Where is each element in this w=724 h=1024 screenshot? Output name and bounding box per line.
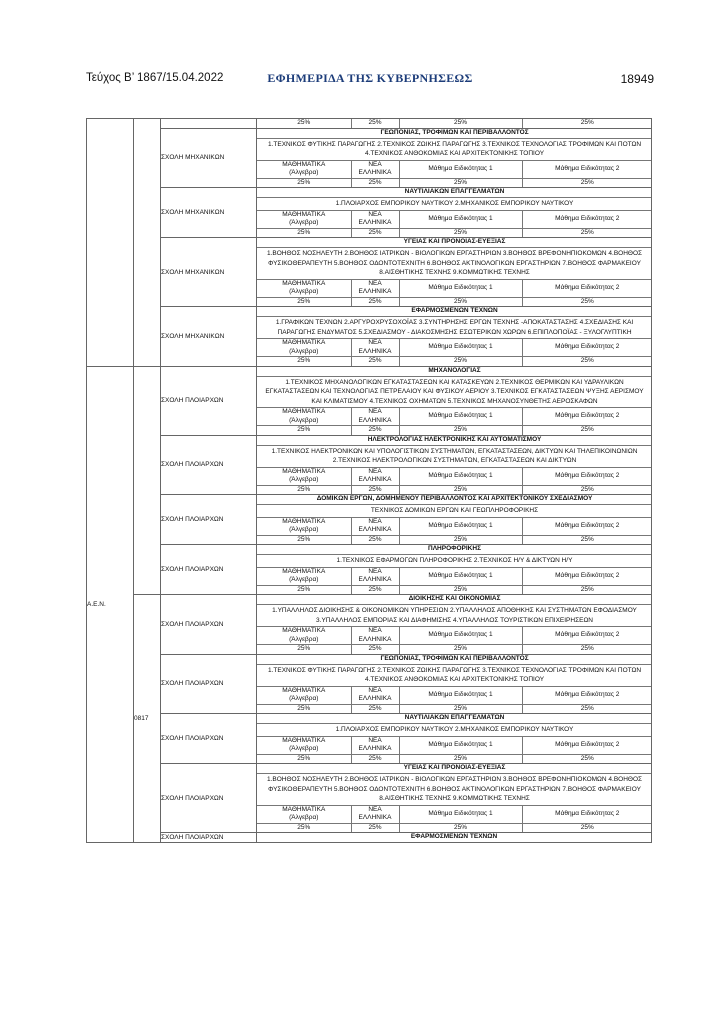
document-table-wrap <box>86 118 651 843</box>
math-header <box>257 467 351 485</box>
greek-header <box>351 408 399 426</box>
percentage-cell: 25% <box>399 485 522 494</box>
math-header <box>257 279 351 297</box>
greek-label: ΝΕΑ <box>368 339 382 346</box>
percentage-cell: 25% <box>257 645 351 654</box>
spec2-header: Μάθημα Ειδικότητας 2 <box>522 408 652 426</box>
math-label: ΜΑΘΗΜΑΤΙΚΑ <box>282 279 326 287</box>
percentage-cell: 25% <box>351 228 399 237</box>
percentage-cell: 25% <box>351 823 399 832</box>
percentage-cell: 25% <box>257 357 351 366</box>
percentage-cell: 25% <box>351 426 399 435</box>
percentage-cell: 25% <box>257 119 351 128</box>
field-block <box>257 495 652 544</box>
spec2-header: Μάθημα Ειδικότητας 2 <box>522 686 652 704</box>
field-cell <box>257 545 652 595</box>
math-sublabel: (Άλγεβρα) <box>289 169 319 176</box>
school-cell <box>161 119 257 129</box>
table-row <box>87 238 652 307</box>
greek-label: ΝΕΑ <box>368 408 382 415</box>
percentage-cell: 25% <box>351 754 399 763</box>
math-sublabel: (Άλγεβρα) <box>289 416 319 424</box>
percentage-cell: 25% <box>522 297 652 306</box>
table-row <box>87 595 652 655</box>
specialties-list: ΤΕΧΝΙΚΟΣ ΔΟΜΙΚΩΝ ΕΡΓΩΝ ΚΑΙ ΓΕΩΠΛΗΡΟΦΟΡΙΚΗΣ <box>257 505 652 518</box>
field-block <box>257 436 652 495</box>
math-sublabel: (Άλγεβρα) <box>289 476 319 483</box>
table-row <box>87 495 652 545</box>
percentage-cell: 25% <box>257 585 351 594</box>
spec2-header: Μάθημα Ειδικότητας 2 <box>522 160 652 178</box>
percentage-cell: 25% <box>399 823 522 832</box>
math-label: ΜΑΘΗΜΑΤΙΚΑ <box>282 686 326 694</box>
greek-sublabel: ΕΛΛΗΝΙΚΑ <box>358 347 392 355</box>
spec2-header: Μάθημα Ειδικότητας 2 <box>522 805 652 823</box>
specialties-list: 1.ΓΡΑΦΙΚΩΝ ΤΕΧΝΩΝ 2.ΑΡΓΥΡΟΧΡΥΣΟΧΟΪΑΣ 3.ΣΥΝΤΗΡΗΣΗΣ ΕΡΓΩΝ ΤΕΧΝΗΣ -ΑΠΟΚΑΤΑΣΤΑΣΗΣ 4.ΣΧΕΔΙΑΣΗΣ ΚΑΙ ΠΑΡΑΓΩΓΗΣ ΕΝΔΥΜΑΤΟΣ 5.ΣΧΕΔΙΑΣΜΟΥ - ΔΙΑΚΟΣΜΗΣΗΣ ΕΣΩΤΕΡΙΚΩΝ ΧΩΡΩΝ 6.ΕΠΙΠΛΟΠΟΪΑΣ - ΞΥΛΟΓΛΥΠΤΙΚΗ <box>257 317 652 339</box>
specialties-list: 1.ΤΕΧΝΙΚΟΣ ΗΛΕΚΤΡΟΝΙΚΩΝ ΚΑΙ ΥΠΟΛΟΓΙΣΤΙΚΩΝ ΣΥΣΤΗΜΑΤΩΝ, ΕΓΚΑΤΑΣΤΑΣΕΩΝ, ΔΙΚΤΥΩΝ ΚΑΙ ΤΗΛΕΠΙΚΟΙΝΩΝΙΩΝ 2.ΤΕΧΝΙΚΟΣ ΗΛΕΚΤΡΟΛΟΓΙΚΩΝ ΣΥΣΤΗΜΑΤΩΝ, ΕΓΚΑΤΑΣΤΑΣΕΩΝ ΚΑΙ ΔΙΚΤΥΩΝ <box>257 445 652 467</box>
math-sublabel: (Άλγεβρα) <box>289 695 319 702</box>
table-row <box>87 435 652 495</box>
spec1-header: Μάθημα Ειδικότητας 1 <box>399 567 522 585</box>
table-row <box>87 714 652 764</box>
specialties-list: 1.ΤΕΧΝΙΚΟΣ ΦΥΤΙΚΗΣ ΠΑΡΑΓΩΓΗΣ 2.ΤΕΧΝΙΚΟΣ ΖΩΙΚΗΣ ΠΑΡΑΓΩΓΗΣ 3.ΤΕΧΝΙΚΟΣ ΤΕΧΝΟΛΟΓΙΑΣ ΤΡΟΦΙΜΩΝ ΚΑΙ ΠΟΤΩΝ 4.ΤΕΧΝΙΚΟΣ ΑΝΘΟΚΟΜΙΑΣ ΚΑΙ ΑΡΧΙΤΕΚΤΟΝΙΚΗΣ ΤΟΠΙΟΥ <box>257 664 652 686</box>
field-cell <box>257 366 652 435</box>
math-label: ΜΑΘΗΜΑΤΙΚΑ <box>282 339 326 346</box>
percentage-cell: 25% <box>399 426 522 435</box>
math-sublabel: (Άλγεβρα) <box>289 288 319 295</box>
math-header <box>257 517 351 535</box>
field-title: ΜΗΧΑΝΟΛΟΓΙΑΣ <box>257 367 652 377</box>
field-title: ΓΕΩΠΟΝΙΑΣ, ΤΡΟΦΙΜΩΝ ΚΑΙ ΠΕΡΙΒΑΛΛΟΝΤΟΣ <box>257 129 652 139</box>
spec2-header: Μάθημα Ειδικότητας 2 <box>522 627 652 645</box>
math-sublabel: (Άλγεβρα) <box>289 219 319 226</box>
table-row <box>87 545 652 595</box>
aen-cell-upper <box>87 119 134 367</box>
spec2-header: Μάθημα Ειδικότητας 2 <box>522 736 652 754</box>
spec2-header: Μάθημα Ειδικότητας 2 <box>522 339 652 357</box>
greek-sublabel: ΕΛΛΗΝΙΚΑ <box>358 416 392 424</box>
math-header <box>257 567 351 585</box>
table-row <box>87 654 652 714</box>
percentage-cell: 25% <box>351 585 399 594</box>
percentage-cell: 25% <box>399 754 522 763</box>
percentage-cell: 25% <box>257 178 351 187</box>
percentage-cell: 25% <box>522 823 652 832</box>
percentage-cell: 25% <box>399 585 522 594</box>
math-header <box>257 408 351 426</box>
spec1-header: Μάθημα Ειδικότητας 1 <box>399 408 522 426</box>
table-row <box>87 128 652 188</box>
greek-label: ΝΕΑ <box>368 805 382 813</box>
spec1-header: Μάθημα Ειδικότητας 1 <box>399 736 522 754</box>
percentage-cell: 25% <box>522 178 652 187</box>
math-label: ΜΑΘΗΜΑΤΙΚΑ <box>282 517 326 525</box>
field-cell <box>257 495 652 545</box>
spec1-header: Μάθημα Ειδικότητας 1 <box>399 339 522 357</box>
percentage-cell: 25% <box>399 357 522 366</box>
percentage-cell: 25% <box>522 119 652 128</box>
math-label: ΜΑΘΗΜΑΤΙΚΑ <box>282 408 326 415</box>
greek-sublabel: ΕΛΛΗΝΙΚΑ <box>358 635 392 643</box>
greek-header <box>351 467 399 485</box>
greek-header <box>351 160 399 178</box>
field-title: ΕΦΑΡΜΟΣΜΕΝΩΝ ΤΕΧΝΩΝ <box>257 307 652 317</box>
percentage-cell: 25% <box>399 535 522 544</box>
page-header <box>86 72 654 90</box>
math-label: ΜΑΘΗΜΑΤΙΚΑ <box>282 736 326 744</box>
table-row <box>87 366 652 435</box>
math-label: ΜΑΘΗΜΑΤΙΚΑ <box>282 805 326 813</box>
school-cell: ΣΧΟΛΗ ΠΛΟΙΑΡΧΩΝ <box>161 595 257 655</box>
field-cell <box>257 764 652 833</box>
percentage-cell: 25% <box>522 426 652 435</box>
field-block <box>257 367 652 435</box>
specialties-list: 1.ΤΕΧΝΙΚΟΣ ΜΗΧΑΝΟΛΟΓΙΚΩΝ ΕΓΚΑΤΑΣΤΑΣΕΩΝ ΚΑΙ ΚΑΤΑΣΚΕΥΩΝ 2.ΤΕΧΝΙΚΟΣ ΘΕΡΜΙΚΩΝ ΚΑΙ ΥΔΡΑΥΛΙΚΩΝ ΕΓΚΑΤΑΣΤΑΣΕΩΝ ΚΑΙ ΤΕΧΝΟΛΟΓΙΑΣ ΠΕΤΡΕΛΑΙΟΥ ΚΑΙ ΦΥΣΙΚΟΥ ΑΕΡΙΟΥ 3.ΤΕΧΝΙΚΟΣ ΕΓΚΑΤΑΣΤΑΣΕΩΝ ΨΥΞΗΣ ΑΕΡΙΣΜΟΥ ΚΑΙ ΚΛΙΜΑΤΙΣΜΟΥ 4.ΤΕΧΝΙΚΟΣ ΟΧΗΜΑΤΩΝ 5.ΤΕΧΝΙΚΟΣ ΜΗΧΑΝΟΣΥΝΘΕΤΗΣ ΑΕΡΟΣΚΑΦΩΝ <box>257 376 652 408</box>
percentage-cell: 25% <box>257 535 351 544</box>
greek-label: ΝΕΑ <box>368 736 382 744</box>
school-cell: ΣΧΟΛΗ ΠΛΟΙΑΡΧΩΝ <box>161 366 257 435</box>
greek-sublabel: ΕΛΛΗΝΙΚΑ <box>358 576 392 583</box>
math-sublabel: (Άλγεβρα) <box>289 576 319 583</box>
school-cell: ΣΧΟΛΗ ΜΗΧΑΝΙΚΩΝ <box>161 307 257 367</box>
issue-number: Τεύχος Β’ 1867/15.04.2022 <box>86 72 224 84</box>
greek-label: ΝΕΑ <box>368 627 382 634</box>
percentage-cell: 25% <box>522 485 652 494</box>
math-header <box>257 627 351 645</box>
table-row <box>87 119 652 129</box>
specialties-list: 1.ΠΛΟΙΑΡΧΟΣ ΕΜΠΟΡΙΚΟΥ ΝΑΥΤΙΚΟΥ 2.ΜΗΧΑΝΙΚΟΣ ΕΜΠΟΡΙΚΟΥ ΝΑΥΤΙΚΟΥ <box>257 198 652 211</box>
greek-header <box>351 686 399 704</box>
percentage-cell: 25% <box>351 119 399 128</box>
table-row <box>87 833 652 843</box>
percentage-cell: 25% <box>399 645 522 654</box>
greek-header <box>351 627 399 645</box>
school-cell: ΣΧΟΛΗ ΠΛΟΙΑΡΧΩΝ <box>161 435 257 495</box>
percentage-cell: 25% <box>351 535 399 544</box>
field-cell <box>257 188 652 238</box>
percentage-cell: 25% <box>522 645 652 654</box>
percentage-cell: 25% <box>399 704 522 713</box>
percentage-cell: 25% <box>351 297 399 306</box>
percentage-cell: 25% <box>351 645 399 654</box>
specialties-list: 1.ΠΛΟΙΑΡΧΟΣ ΕΜΠΟΡΙΚΟΥ ΝΑΥΤΙΚΟΥ 2.ΜΗΧΑΝΙΚΟΣ ΕΜΠΟΡΙΚΟΥ ΝΑΥΤΙΚΟΥ <box>257 724 652 737</box>
math-label: ΜΑΘΗΜΑΤΙΚΑ <box>282 567 326 575</box>
field-block <box>257 655 652 714</box>
field-block <box>257 545 652 594</box>
greek-sublabel: ΕΛΛΗΝΙΚΑ <box>358 219 392 226</box>
code-cell-upper <box>134 119 161 367</box>
greek-label: ΝΕΑ <box>368 279 382 287</box>
greek-header <box>351 210 399 228</box>
greek-sublabel: ΕΛΛΗΝΙΚΑ <box>358 169 392 176</box>
school-cell: ΣΧΟΛΗ ΜΗΧΑΝΙΚΩΝ <box>161 238 257 307</box>
greek-label: ΝΕΑ <box>368 686 382 694</box>
specialties-list: 1.ΤΕΧΝΙΚΟΣ ΕΦΑΡΜΟΓΩΝ ΠΛΗΡΟΦΟΡΙΚΗΣ 2.ΤΕΧΝΙΚΟΣ Η/Υ & ΔΙΚΤΥΩΝ Η/Υ <box>257 555 652 568</box>
school-cell: ΣΧΟΛΗ ΠΛΟΙΑΡΧΩΝ <box>161 654 257 714</box>
greek-header <box>351 805 399 823</box>
page-number: 18949 <box>620 72 654 86</box>
greek-sublabel: ΕΛΛΗΝΙΚΑ <box>358 526 392 533</box>
greek-sublabel: ΕΛΛΗΝΙΚΑ <box>358 745 392 752</box>
field-block <box>257 714 652 763</box>
greek-header <box>351 279 399 297</box>
spec2-header: Μάθημα Ειδικότητας 2 <box>522 517 652 535</box>
greek-sublabel: ΕΛΛΗΝΙΚΑ <box>358 476 392 483</box>
percentage-cell: 25% <box>522 228 652 237</box>
spec1-header: Μάθημα Ειδικότητας 1 <box>399 160 522 178</box>
specialties-list: 1.ΒΟΗΘΟΣ ΝΟΣΗΛΕΥΤΗ 2.ΒΟΗΘΟΣ ΙΑΤΡΙΚΩΝ - ΒΙΟΛΟΓΙΚΩΝ ΕΡΓΑΣΤΗΡΙΩΝ 3.ΒΟΗΘΟΣ ΒΡΕΦΟΝΗΠΙΟΚΟΜΩΝ 4.ΒΟΗΘΟΣ ΦΥΣΙΚΟΘΕΡΑΠΕΥΤΗ 5.ΒΟΗΘΟΣ ΟΔΟΝΤΟΤΕΧΝΙΤΗ 6.ΒΟΗΘΟΣ ΑΚΤΙΝΟΛΟΓΙΚΩΝ ΕΡΓΑΣΤΗΡΙΩΝ 7.ΒΟΗΘΟΣ ΦΑΡΜΑΚΕΙΟΥ 8.ΑΙΣΘΗΤΙΚΗΣ ΤΕΧΝΗΣ 9.ΚΟΜΜΩΤΙΚΗΣ ΤΕΧΝΗΣ <box>257 774 652 806</box>
math-header <box>257 686 351 704</box>
field-cell <box>257 307 652 367</box>
specialties-list: 1.ΒΟΗΘΟΣ ΝΟΣΗΛΕΥΤΗ 2.ΒΟΗΘΟΣ ΙΑΤΡΙΚΩΝ - ΒΙΟΛΟΓΙΚΩΝ ΕΡΓΑΣΤΗΡΙΩΝ 3.ΒΟΗΘΟΣ ΒΡΕΦΟΝΗΠΙΟΚΟΜΩΝ 4.ΒΟΗΘΟΣ ΦΥΣΙΚΟΘΕΡΑΠΕΥΤΗ 5.ΒΟΗΘΟΣ ΟΔΟΝΤΟΤΕΧΝΙΤΗ 6.ΒΟΗΘΟΣ ΑΚΤΙΝΟΛΟΓΙΚΩΝ ΕΡΓΑΣΤΗΡΙΩΝ 7.ΒΟΗΘΟΣ ΦΑΡΜΑΚΕΙΟΥ 8.ΑΙΣΘΗΤΙΚΗΣ ΤΕΧΝΗΣ 9.ΚΟΜΜΩΤΙΚΗΣ ΤΕΧΝΗΣ <box>257 248 652 280</box>
percentage-cell: 25% <box>257 754 351 763</box>
greek-header <box>351 517 399 535</box>
spec2-header: Μάθημα Ειδικότητας 2 <box>522 567 652 585</box>
percentage-cell: 25% <box>399 297 522 306</box>
table-row <box>87 764 652 833</box>
spec1-header: Μάθημα Ειδικότητας 1 <box>399 686 522 704</box>
percentage-cell: 25% <box>257 426 351 435</box>
table-row <box>87 307 652 367</box>
school-cell: ΣΧΟΛΗ ΠΛΟΙΑΡΧΩΝ <box>161 545 257 595</box>
table-row <box>87 188 652 238</box>
spec1-header: Μάθημα Ειδικότητας 1 <box>399 467 522 485</box>
greek-sublabel: ΕΛΛΗΝΙΚΑ <box>358 814 392 821</box>
spec1-header: Μάθημα Ειδικότητας 1 <box>399 210 522 228</box>
school-cell: ΣΧΟΛΗ ΠΛΟΙΑΡΧΩΝ <box>161 495 257 545</box>
greek-header <box>351 339 399 357</box>
school-cell: ΣΧΟΛΗ ΠΛΟΙΑΡΧΩΝ <box>161 764 257 833</box>
greek-sublabel: ΕΛΛΗΝΙΚΑ <box>358 288 392 295</box>
field-title: ΔΟΜΙΚΩΝ ΕΡΓΩΝ, ΔΟΜΗΜΕΝΟΥ ΠΕΡΙΒΑΛΛΟΝΤΟΣ ΚΑΙ ΑΡΧΙΤΕΚΤΟΝΙΚΟΥ ΣΧΕΔΙΑΣΜΟΥ <box>257 495 652 505</box>
document-table <box>86 118 652 843</box>
math-header <box>257 339 351 357</box>
math-header <box>257 210 351 228</box>
field-title: ΔΙΟΙΚΗΣΗΣ ΚΑΙ ΟΙΚΟΝΟΜΙΑΣ <box>257 595 652 605</box>
greek-header <box>351 567 399 585</box>
greek-label: ΝΕΑ <box>368 467 382 475</box>
percentage-cell: 25% <box>257 704 351 713</box>
greek-header <box>351 736 399 754</box>
percentage-cell: 25% <box>257 297 351 306</box>
newspaper-title: ΕΦΗΜΕΡΙΔΑ ΤΗΣ ΚΥΒΕΡΝΗΣΕΩΣ <box>267 71 473 85</box>
field-block <box>257 764 652 832</box>
math-sublabel: (Άλγεβρα) <box>289 635 319 643</box>
math-header <box>257 736 351 754</box>
field-title: ΥΓΕΙΑΣ ΚΑΙ ΠΡΟΝΟΙΑΣ-ΕΥΕΞΙΑΣ <box>257 238 652 248</box>
percentage-cell: 25% <box>351 178 399 187</box>
field-title: ΝΑΥΤΙΛΙΑΚΩΝ ΕΠΑΓΓΕΛΜΑΤΩΝ <box>257 714 652 724</box>
percentage-cell: 25% <box>399 178 522 187</box>
field-cell <box>257 654 652 714</box>
math-header <box>257 160 351 178</box>
percentage-cell: 25% <box>257 228 351 237</box>
greek-label: ΝΕΑ <box>368 160 382 168</box>
school-cell: ΣΧΟΛΗ ΠΛΟΙΑΡΧΩΝ <box>161 833 257 843</box>
math-label: ΜΑΘΗΜΑΤΙΚΑ <box>282 467 326 475</box>
math-label: ΜΑΘΗΜΑΤΙΚΑ <box>282 160 326 168</box>
math-sublabel: (Άλγεβρα) <box>289 347 319 355</box>
field-title: ΝΑΥΤΙΛΙΑΚΩΝ ΕΠΑΓΓΕΛΜΑΤΩΝ <box>257 188 652 198</box>
percentage-cell: 25% <box>399 119 522 128</box>
specialties-list: 1.ΥΠΑΛΛΗΛΟΣ ΔΙΟΙΚΗΣΗΣ & ΟΙΚΟΝΟΜΙΚΩΝ ΥΠΗΡΕΣΙΩΝ 2.ΥΠΑΛΛΗΛΟΣ ΑΠΟΘΗΚΗΣ ΚΑΙ ΣΥΣΤΗΜΑΤΩΝ ΕΦΟΔΙΑΣΜΟΥ 3.ΥΠΑΛΛΗΛΟΣ ΕΜΠΟΡΙΑΣ ΚΑΙ ΔΙΑΦΗΜΙΣΗΣ 4.ΥΠΑΛΛΗΛΟΣ ΤΟΥΡΙΣΤΙΚΩΝ ΕΠΙΧΕΙΡΗΣΕΩΝ <box>257 605 652 627</box>
spec2-header: Μάθημα Ειδικότητας 2 <box>522 279 652 297</box>
percentage-cell: 25% <box>351 357 399 366</box>
field-title: ΗΛΕΚΤΡΟΛΟΓΙΑΣ ΗΛΕΚΤΡΟΝΙΚΗΣ ΚΑΙ ΑΥΤΟΜΑΤΙΣΜΟΥ <box>257 436 652 446</box>
field-title: ΠΛΗΡΟΦΟΡΙΚΗΣ <box>257 545 652 555</box>
aen-cell: Α.Ε.Ν. <box>87 366 134 843</box>
spec1-header: Μάθημα Ειδικότητας 1 <box>399 805 522 823</box>
percentage-cell: 25% <box>257 823 351 832</box>
math-header <box>257 805 351 823</box>
spec1-header: Μάθημα Ειδικότητας 1 <box>399 627 522 645</box>
field-block <box>257 595 652 654</box>
code-cell-mid <box>134 366 161 595</box>
percentage-cell: 25% <box>522 754 652 763</box>
field-block <box>257 238 652 306</box>
spec2-header: Μάθημα Ειδικότητας 2 <box>522 467 652 485</box>
spec1-header: Μάθημα Ειδικότητας 1 <box>399 517 522 535</box>
math-sublabel: (Άλγεβρα) <box>289 745 319 752</box>
math-sublabel: (Άλγεβρα) <box>289 814 319 821</box>
school-cell: ΣΧΟΛΗ ΠΛΟΙΑΡΧΩΝ <box>161 714 257 764</box>
spec2-header: Μάθημα Ειδικότητας 2 <box>522 210 652 228</box>
math-sublabel: (Άλγεβρα) <box>289 526 319 533</box>
field-title: ΕΦΑΡΜΟΣΜΕΝΩΝ ΤΕΧΝΩΝ <box>410 833 498 841</box>
field-block <box>257 188 652 237</box>
field-cell <box>257 435 652 495</box>
top-values-cell <box>257 119 652 129</box>
field-cell <box>257 595 652 655</box>
percentage-cell: 25% <box>522 535 652 544</box>
percentage-cell: 25% <box>257 485 351 494</box>
specialties-list: 1.ΤΕΧΝΙΚΟΣ ΦΥΤΙΚΗΣ ΠΑΡΑΓΩΓΗΣ 2.ΤΕΧΝΙΚΟΣ ΖΩΙΚΗΣ ΠΑΡΑΓΩΓΗΣ 3.ΤΕΧΝΙΚΟΣ ΤΕΧΝΟΛΟΓΙΑΣ ΤΡΟΦΙΜΩΝ ΚΑΙ ΠΟΤΩΝ 4.ΤΕΧΝΙΚΟΣ ΑΝΘΟΚΟΜΙΑΣ ΚΑΙ ΑΡΧΙΤΕΚΤΟΝΙΚΗΣ ΤΟΠΙΟΥ <box>257 138 652 160</box>
field-cell <box>257 128 652 188</box>
math-label: ΜΑΘΗΜΑΤΙΚΑ <box>282 627 326 634</box>
field-cell <box>257 833 652 843</box>
percentage-cell: 25% <box>399 228 522 237</box>
percentage-cell: 25% <box>351 485 399 494</box>
field-cell <box>257 714 652 764</box>
greek-label: ΝΕΑ <box>368 210 382 218</box>
spec1-header: Μάθημα Ειδικότητας 1 <box>399 279 522 297</box>
school-cell: ΣΧΟΛΗ ΜΗΧΑΝΙΚΩΝ <box>161 128 257 188</box>
code-cell: 0817 <box>134 595 161 843</box>
school-cell: ΣΧΟΛΗ ΜΗΧΑΝΙΚΩΝ <box>161 188 257 238</box>
field-cell <box>257 238 652 307</box>
field-block <box>257 129 652 188</box>
percentage-cell: 25% <box>351 704 399 713</box>
percentage-cell: 25% <box>522 357 652 366</box>
greek-label: ΝΕΑ <box>368 567 382 575</box>
greek-label: ΝΕΑ <box>368 517 382 525</box>
field-block <box>257 307 652 366</box>
math-label: ΜΑΘΗΜΑΤΙΚΑ <box>282 210 326 218</box>
greek-sublabel: ΕΛΛΗΝΙΚΑ <box>358 695 392 702</box>
percentage-cell: 25% <box>522 704 652 713</box>
percentage-cell: 25% <box>522 585 652 594</box>
field-title: ΓΕΩΠΟΝΙΑΣ, ΤΡΟΦΙΜΩΝ ΚΑΙ ΠΕΡΙΒΑΛΛΟΝΤΟΣ <box>257 655 652 665</box>
field-title: ΥΓΕΙΑΣ ΚΑΙ ΠΡΟΝΟΙΑΣ-ΕΥΕΞΙΑΣ <box>257 764 652 774</box>
